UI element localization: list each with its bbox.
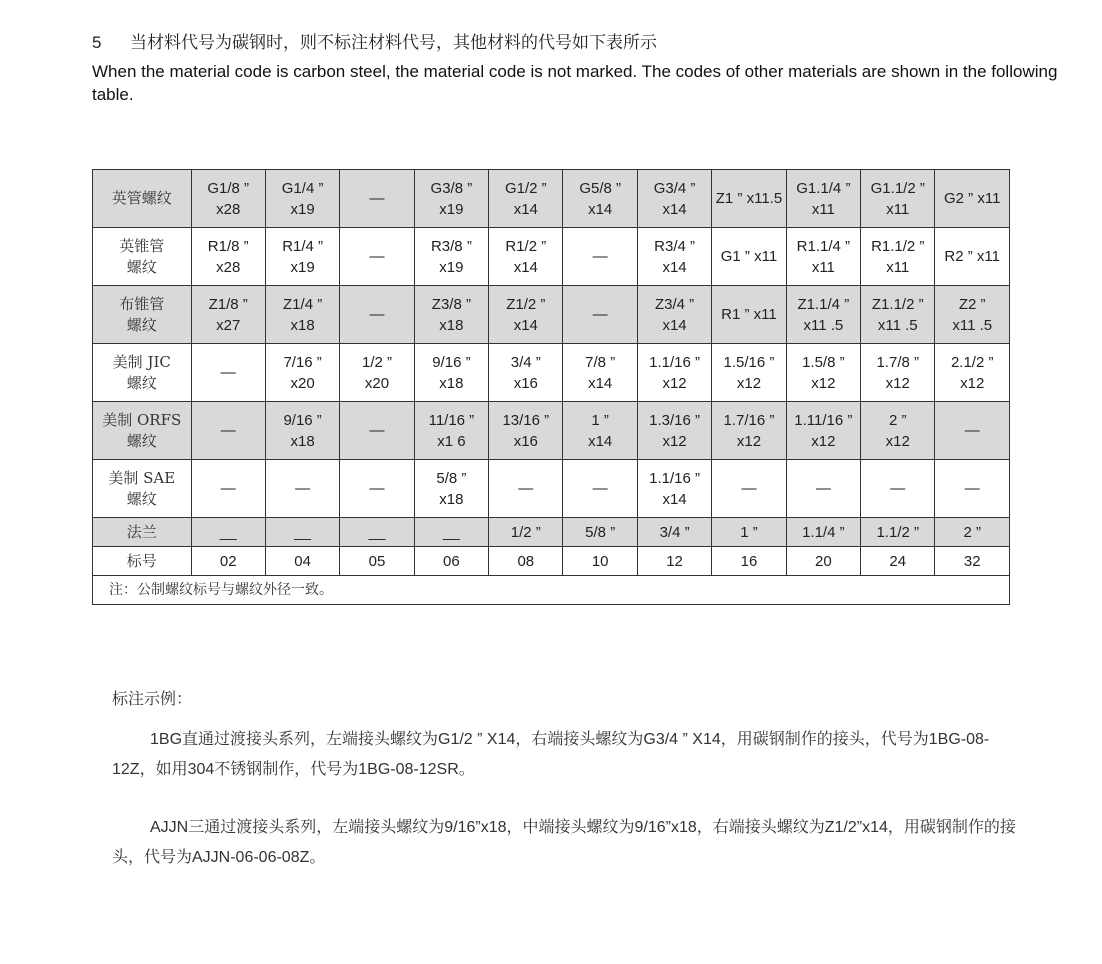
table-row (93, 228, 1010, 286)
table-cell: — (935, 402, 1010, 460)
table-row (93, 344, 1010, 402)
table-cell: 5/8 ” x18 (414, 460, 488, 518)
table-row (93, 518, 1010, 547)
table-row (93, 170, 1010, 228)
table-cell: — (265, 460, 339, 518)
row-label: 英锥管 螺纹 (93, 228, 192, 286)
table-cell: Z1/2 ” x14 (489, 286, 563, 344)
table-cell: 10 (563, 547, 637, 576)
table-cell: G1/2 ” x14 (489, 170, 563, 228)
table-cell: __ (191, 518, 265, 547)
table-cell: 1.7/8 ” x12 (861, 344, 935, 402)
example-1bg: 1BG直通过渡接头系列，左端接头螺纹为G1/2 ” X14，右端接头螺纹为G3/4 ” X14，用碳钢制作的接头，代号为1BG-08-12Z，如用304不锈钢制作，代号为1BG-08-12SR。 (112, 731, 990, 778)
table-cell: 7/8 ” x14 (563, 344, 637, 402)
row-label: 布锥管 螺纹 (93, 286, 192, 344)
table-cell: 02 (191, 547, 265, 576)
table-cell: Z1.1/4 ” x11 .5 (786, 286, 860, 344)
row-label: 法兰 (93, 518, 192, 547)
table-cell: G2 ” x11 (935, 170, 1010, 228)
table-cell: 1.5/8 ” x12 (786, 344, 860, 402)
table-cell: 2 ” x12 (861, 402, 935, 460)
table-cell: __ (265, 518, 339, 547)
table-cell: — (563, 228, 637, 286)
table-cell: 11/16 ” x1 6 (414, 402, 488, 460)
table-cell: 1 ” (712, 518, 786, 547)
table-cell: — (340, 402, 414, 460)
section-heading-cn-text: 当材料代号为碳钢时，则不标注材料代号，其他材料的代号如下表所示 (130, 33, 657, 52)
table-cell: Z2 ” x11 .5 (935, 286, 1010, 344)
table-cell: 1.7/16 ” x12 (712, 402, 786, 460)
table-cell: 1.1/4 ” (786, 518, 860, 547)
section-heading-en: When the material code is carbon steel, the material code is not marked. The codes of other materials are shown in the following table. (92, 62, 1058, 104)
section-heading-cn (92, 28, 657, 53)
table-cell: 20 (786, 547, 860, 576)
table-cell: 1.1/2 ” (861, 518, 935, 547)
row-label: 标号 (93, 547, 192, 576)
table-cell: Z1 ” x11.5 (712, 170, 786, 228)
table-cell: 06 (414, 547, 488, 576)
examples-section (112, 686, 1022, 873)
table-cell: — (340, 170, 414, 228)
table-cell: 3/4 ” x16 (489, 344, 563, 402)
table-note-row (93, 576, 1010, 605)
table-cell: Z1/8 ” x27 (191, 286, 265, 344)
table-cell: 32 (935, 547, 1010, 576)
table-cell: 05 (340, 547, 414, 576)
table-cell: G3/4 ” x14 (637, 170, 711, 228)
example-ajjn: AJJN三通过渡接头系列，左端接头螺纹为9/16”x18，中端接头螺纹为9/16”x18，右端接头螺纹为Z1/2”x14，用碳钢制作的接头，代号为AJJN-06-06-08Z。 (112, 819, 1016, 866)
table-cell: — (563, 460, 637, 518)
table-row (93, 402, 1010, 460)
table-cell: R1/8 ” x28 (191, 228, 265, 286)
table-cell: R3/8 ” x19 (414, 228, 488, 286)
table-cell: 13/16 ” x16 (489, 402, 563, 460)
table-cell: — (786, 460, 860, 518)
thread-code-table (92, 169, 1010, 605)
table-cell: 12 (637, 547, 711, 576)
table-cell: 2 ” (935, 518, 1010, 547)
row-label: 美制 SAE 螺纹 (93, 460, 192, 518)
table-cell: G5/8 ” x14 (563, 170, 637, 228)
table-body (93, 170, 1010, 605)
table-cell: — (340, 286, 414, 344)
table-cell: 1.11/16 ” x12 (786, 402, 860, 460)
table-cell: 1.3/16 ” x12 (637, 402, 711, 460)
section-number: 5 (92, 33, 102, 52)
table-cell: 1.1/16 ” x14 (637, 460, 711, 518)
table-cell: G1 ” x11 (712, 228, 786, 286)
table-cell: 24 (861, 547, 935, 576)
table-cell: 08 (489, 547, 563, 576)
table-cell: Z1.1/2 ” x11 .5 (861, 286, 935, 344)
table-cell: 1.5/16 ” x12 (712, 344, 786, 402)
table-cell: 7/16 ” x20 (265, 344, 339, 402)
table-cell: G1/8 ” x28 (191, 170, 265, 228)
table-cell: R1/2 ” x14 (489, 228, 563, 286)
table-cell: G1.1/4 ” x11 (786, 170, 860, 228)
table-cell: Z1/4 ” x18 (265, 286, 339, 344)
table-cell: — (563, 286, 637, 344)
table-cell: G1.1/2 ” x11 (861, 170, 935, 228)
table-cell: R1 ” x11 (712, 286, 786, 344)
row-label: 美制 JIC 螺纹 (93, 344, 192, 402)
row-label: 英管螺纹 (93, 170, 192, 228)
table-cell: G1/4 ” x19 (265, 170, 339, 228)
row-label: 美制 ORFS 螺纹 (93, 402, 192, 460)
table-cell: 16 (712, 547, 786, 576)
table-cell: 1.1/16 ” x12 (637, 344, 711, 402)
table-cell: — (191, 344, 265, 402)
table-cell: __ (414, 518, 488, 547)
table-cell: R1.1/4 ” x11 (786, 228, 860, 286)
table-cell: — (712, 460, 786, 518)
table-cell: 9/16 ” x18 (414, 344, 488, 402)
table-cell: 2.1/2 ” x12 (935, 344, 1010, 402)
table-row (93, 460, 1010, 518)
table-cell: 1/2 ” (489, 518, 563, 547)
table-cell: — (489, 460, 563, 518)
table-cell: Z3/8 ” x18 (414, 286, 488, 344)
table-cell: — (191, 460, 265, 518)
table-cell: 5/8 ” (563, 518, 637, 547)
table-cell: — (861, 460, 935, 518)
table-cell: 1/2 ” x20 (340, 344, 414, 402)
table-cell: Z3/4 ” x14 (637, 286, 711, 344)
examples-title: 标注示例： (112, 689, 193, 708)
table-cell: — (340, 460, 414, 518)
table-cell: R3/4 ” x14 (637, 228, 711, 286)
table-cell: 1 ” x14 (563, 402, 637, 460)
table-row (93, 286, 1010, 344)
table-cell: G3/8 ” x19 (414, 170, 488, 228)
table-note: 注：公制螺纹标号与螺纹外径一致。 (93, 576, 1010, 605)
table-cell: 9/16 ” x18 (265, 402, 339, 460)
table-row (93, 547, 1010, 576)
table-cell: — (340, 228, 414, 286)
table-cell: R2 ” x11 (935, 228, 1010, 286)
table-cell: R1.1/2 ” x11 (861, 228, 935, 286)
table-cell: — (191, 402, 265, 460)
table-cell: 04 (265, 547, 339, 576)
table-cell: R1/4 ” x19 (265, 228, 339, 286)
table-cell: __ (340, 518, 414, 547)
table-cell: 3/4 ” (637, 518, 711, 547)
table-cell: — (935, 460, 1010, 518)
